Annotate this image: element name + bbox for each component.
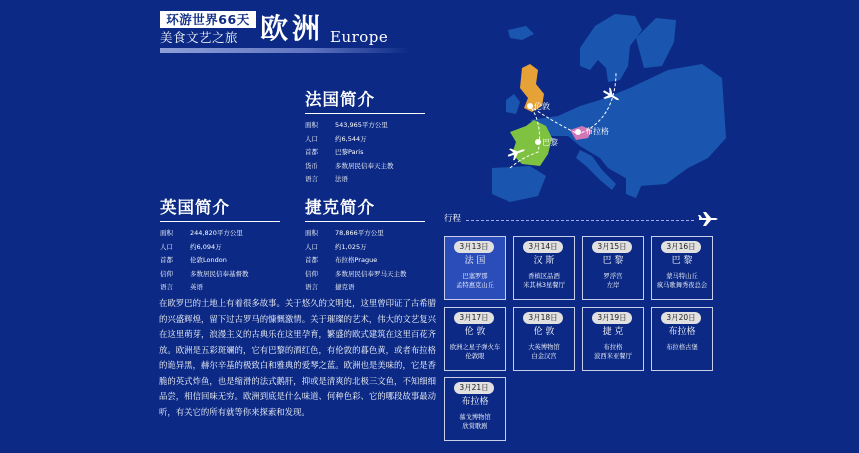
info-row bbox=[160, 268, 280, 282]
info-key: 货币 bbox=[305, 161, 318, 170]
itinerary-date: 3月19日 bbox=[592, 312, 632, 324]
itinerary-activity: 蒙马特山丘 bbox=[666, 273, 698, 280]
itinerary-activities bbox=[514, 344, 574, 361]
itinerary-activity: 布拉格 bbox=[603, 344, 623, 351]
info-key: 首都 bbox=[305, 148, 318, 156]
itinerary-city: 伦 敦 bbox=[533, 327, 555, 337]
itinerary-activity: 欣赏歌剧 bbox=[462, 422, 488, 430]
itinerary-activities bbox=[583, 344, 643, 361]
itinerary-activity: 波西米亚餐厅 bbox=[594, 352, 632, 360]
map-label-prague: 布拉格 bbox=[585, 127, 609, 136]
title-subtitle: 美食文艺之旅 bbox=[160, 30, 239, 45]
itinerary-card[interactable] bbox=[651, 236, 713, 300]
info-key: 人口 bbox=[305, 134, 318, 143]
czech-heading: 捷克简介 bbox=[305, 198, 425, 222]
itinerary-card[interactable] bbox=[513, 307, 575, 371]
itinerary-date: 3月15日 bbox=[592, 241, 632, 253]
info-value: 78,866平方公里 bbox=[335, 229, 384, 237]
itinerary-card[interactable] bbox=[444, 377, 506, 441]
info-value: 巴黎Paris bbox=[335, 148, 364, 156]
itinerary-dashed-line bbox=[466, 220, 694, 221]
itinerary-activity: 孟特惠克山丘 bbox=[456, 281, 494, 289]
czech-info bbox=[305, 198, 425, 295]
itinerary-activities bbox=[514, 273, 574, 290]
itinerary-card[interactable] bbox=[513, 236, 575, 300]
info-value: 伦敦London bbox=[190, 256, 227, 264]
info-row bbox=[305, 254, 425, 268]
itinerary-activities bbox=[583, 273, 643, 290]
france-info bbox=[305, 90, 425, 187]
itinerary-activities bbox=[652, 273, 712, 290]
uk-heading: 英国简介 bbox=[160, 198, 280, 222]
info-value: 捷克语 bbox=[335, 283, 355, 291]
info-row bbox=[305, 241, 425, 255]
itinerary-date: 3月20日 bbox=[661, 312, 701, 324]
info-row bbox=[305, 133, 425, 147]
itinerary-city: 巴 黎 bbox=[602, 256, 624, 266]
info-row bbox=[305, 173, 425, 187]
itinerary-activity: 慕戈博物馆 bbox=[459, 414, 491, 421]
info-row bbox=[305, 268, 425, 282]
itinerary-activity: 米其林3星餐厅 bbox=[523, 281, 565, 289]
itinerary-card[interactable] bbox=[582, 236, 644, 300]
page-title-english: Europe bbox=[330, 28, 389, 46]
info-key: 首都 bbox=[305, 256, 318, 264]
info-value: 英语 bbox=[190, 283, 203, 291]
itinerary-activity: 白金汉宫 bbox=[531, 352, 557, 360]
info-value: 法语 bbox=[335, 175, 348, 183]
france-heading: 法国简介 bbox=[305, 90, 425, 114]
info-row bbox=[160, 227, 280, 241]
info-row bbox=[305, 281, 425, 295]
map-label-paris: 巴黎 bbox=[542, 138, 558, 147]
info-row bbox=[160, 241, 280, 255]
itinerary-card[interactable] bbox=[582, 307, 644, 371]
itinerary-city: 捷 克 bbox=[602, 327, 624, 337]
info-key: 人口 bbox=[305, 242, 318, 251]
itinerary-label: 行程 bbox=[444, 214, 462, 224]
info-value: 布拉格Prague bbox=[335, 256, 378, 264]
title-underline bbox=[160, 48, 410, 53]
info-row bbox=[305, 119, 425, 133]
itinerary-activities bbox=[445, 414, 505, 431]
itinerary-card[interactable] bbox=[444, 236, 506, 300]
itinerary-activity: 大英博物馆 bbox=[528, 344, 560, 351]
itinerary-activities bbox=[652, 344, 712, 353]
info-key: 首都 bbox=[160, 256, 173, 264]
itinerary-activity: 巴塞罗那 bbox=[462, 273, 488, 280]
itinerary-card[interactable] bbox=[444, 307, 506, 371]
itinerary-city: 巴 黎 bbox=[671, 256, 693, 266]
info-key: 人口 bbox=[160, 242, 173, 251]
info-value: 约1,025万 bbox=[335, 242, 367, 251]
itinerary-activity: 左岸 bbox=[606, 281, 620, 289]
itinerary-activities bbox=[445, 344, 505, 361]
itinerary-activity: 疯马歌舞秀夜总会 bbox=[656, 281, 708, 289]
intro-paragraph: 在欧罗巴的土地上有着很多故事。关于悠久的文明史，这里曾印证了古希腊的兴盛辉煌，留下过古罗马的慷慨激情。关于璀璨的艺术，伟大的文艺复兴在这里萌芽，浪漫主义的古典乐在这里孕育，繁盛的欧式建筑在这里百花齐放。欧洲是五彩斑斓的，它有巴黎的酒红色，有伦敦的暮色黄，或者布拉格的诡异黑，赫尔辛基的极致白和雅典的爱琴之蓝。欧洲也是美味的，它是香脆的英式炸鱼，也是缩滑的法式鹅肝，抑或是清爽的北极三文鱼，不知细细品尝，相信回味无穷。欧洲到底是什么味道、何种色彩、它的哪段故事最动听，有关它的所有就等你来探索和发现。 bbox=[159, 298, 436, 417]
itinerary-city: 伦 敦 bbox=[464, 327, 486, 337]
itinerary-date: 3月16日 bbox=[661, 241, 701, 253]
itinerary-activity: 罗浮宫 bbox=[603, 273, 623, 280]
prague-dot bbox=[575, 129, 581, 135]
itinerary-city: 布拉格 bbox=[461, 397, 489, 407]
itinerary-activity: 香槟区品酒 bbox=[528, 273, 560, 280]
itinerary-date: 3月18日 bbox=[523, 312, 563, 324]
page-title: 欧洲 bbox=[260, 12, 325, 45]
info-key: 面积 bbox=[305, 121, 318, 129]
title-badge: 环游世界66天 bbox=[160, 11, 256, 28]
itinerary-activity: 伦敦眼 bbox=[465, 352, 485, 360]
itinerary-date: 3月14日 bbox=[523, 241, 563, 253]
info-row bbox=[305, 227, 425, 241]
info-row bbox=[160, 281, 280, 295]
info-key: 信仰 bbox=[305, 269, 318, 278]
info-row bbox=[305, 160, 425, 174]
itinerary-city: 汉 斯 bbox=[533, 256, 555, 266]
itinerary-city: 法 国 bbox=[464, 256, 486, 266]
london-dot bbox=[527, 103, 533, 109]
itinerary-date: 3月21日 bbox=[454, 382, 494, 394]
itinerary-activity: 欧洲之星子弹火车 bbox=[449, 344, 501, 351]
info-key: 语言 bbox=[305, 283, 318, 291]
itinerary-card[interactable] bbox=[651, 307, 713, 371]
info-value: 多数居民信奉基督教 bbox=[190, 269, 249, 278]
info-key: 语言 bbox=[160, 283, 173, 291]
airplane-icon bbox=[698, 210, 718, 230]
itinerary-activity: 布拉格古堡 bbox=[666, 344, 698, 351]
info-value: 约6,544万 bbox=[335, 134, 367, 143]
info-row bbox=[160, 254, 280, 268]
paris-dot bbox=[535, 139, 541, 145]
itinerary-date: 3月13日 bbox=[454, 241, 494, 253]
uk-info bbox=[160, 198, 280, 295]
info-value: 多数居民信奉罗马天主教 bbox=[335, 269, 407, 278]
itinerary-city: 布拉格 bbox=[668, 327, 696, 337]
info-key: 面积 bbox=[160, 229, 173, 237]
info-key: 语言 bbox=[305, 175, 318, 183]
europe-map bbox=[430, 8, 730, 208]
info-value: 多数居民信奉天主教 bbox=[335, 161, 394, 170]
info-value: 543,965平方公里 bbox=[335, 121, 388, 129]
info-value: 244,820平方公里 bbox=[190, 229, 243, 237]
info-row bbox=[305, 146, 425, 160]
map-label-london: 伦敦 bbox=[534, 102, 550, 111]
itinerary-activities bbox=[445, 273, 505, 290]
info-key: 面积 bbox=[305, 229, 318, 237]
info-key: 信仰 bbox=[160, 269, 173, 278]
itinerary-date: 3月17日 bbox=[454, 312, 494, 324]
info-value: 约6,094万 bbox=[190, 242, 222, 251]
